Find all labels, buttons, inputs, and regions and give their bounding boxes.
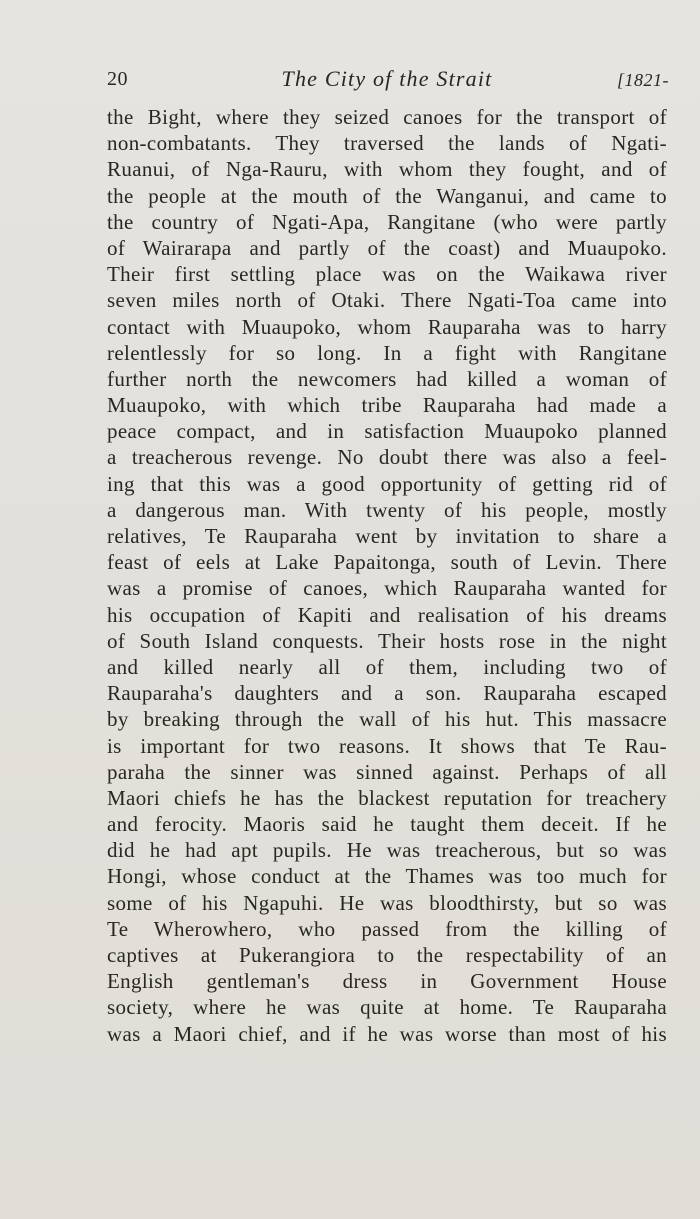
page-header: [107, 62, 667, 96]
text-line: a treacherous revenge. No doubt there was also a feel-: [107, 445, 667, 470]
text-line: did he had apt pupils. He was treacherous, but so was: [107, 838, 667, 863]
text-line: non-combatants. They traversed the lands of Ngati-: [107, 131, 667, 156]
text-line: society, where he was quite at home. Te Rauparaha: [107, 995, 667, 1020]
text-line: feast of eels at Lake Papaitonga, south of Levin. There: [107, 550, 667, 575]
text-line: his occupation of Kapiti and realisation of his dreams: [107, 602, 667, 627]
body-text: [107, 104, 667, 1047]
text-line: Maori chiefs he has the blackest reputation for treachery: [107, 785, 667, 810]
text-line: the Bight, where they seized canoes for the transport of: [107, 105, 667, 129]
text-line: by breaking through the wall of his hut. This massacre: [107, 707, 667, 732]
text-line: some of his Ngapuhi. He was bloodthirsty, but so was: [107, 890, 667, 915]
text-line: Hongi, whose conduct at the Thames was too much for: [107, 864, 667, 889]
text-line: and killed nearly all of them, including two of: [107, 654, 667, 679]
text-line: English gentleman's dress in Government House: [107, 969, 667, 994]
text-line: a dangerous man. With twenty of his people, mostly: [107, 497, 667, 522]
text-line: captives at Pukerangiora to the respectability of an: [107, 943, 667, 967]
text-line: is important for two reasons. It shows that Te Rau-: [107, 733, 667, 758]
text-line: Ruanui, of Nga-Rauru, with whom they fought, and of: [107, 157, 667, 182]
text-line: relentlessly for so long. In a fight with Rangitane: [107, 340, 667, 365]
text-line: relatives, Te Rauparaha went by invitation to share a: [107, 524, 667, 548]
text-line: of Wairarapa and partly of the coast) and Muaupoko.: [107, 235, 667, 260]
text-line: the country of Ngati-Apa, Rangitane (who were partly: [107, 209, 667, 234]
text-line: Their first settling place was on the Waikawa river: [107, 262, 667, 287]
running-date-range: [1821-: [617, 70, 669, 90]
text-line: seven miles north of Otaki. There Ngati-Toa came into: [107, 288, 667, 313]
text-line: was a Maori chief, and if he was worse than most of his: [107, 1021, 667, 1046]
running-title: The City of the Strait: [281, 66, 493, 91]
text-line: and ferocity. Maoris said he taught them deceit. If he: [107, 812, 667, 837]
text-line: Te Wherowhero, who passed from the killing of: [107, 916, 667, 941]
text-line: peace compact, and in satisfaction Muaupoko planned: [107, 419, 667, 444]
text-line: paraha the sinner was sinned against. Perhaps of all: [107, 759, 667, 784]
text-line: of South Island conquests. Their hosts rose in the night: [107, 628, 667, 653]
text-line: was a promise of canoes, which Rauparaha wanted for: [107, 576, 667, 601]
text-line: ing that this was a good opportunity of getting rid of: [107, 471, 667, 496]
text-line: further north the newcomers had killed a woman of: [107, 366, 667, 391]
text-line: Muaupoko, with which tribe Rauparaha had made a: [107, 393, 667, 418]
page-number: 20: [107, 68, 128, 90]
text-line: the people at the mouth of the Wanganui, and came to: [107, 183, 667, 208]
text-line: contact with Muaupoko, whom Rauparaha was to harry: [107, 314, 667, 339]
text-line: Rauparaha's daughters and a son. Rauparaha escaped: [107, 681, 667, 706]
